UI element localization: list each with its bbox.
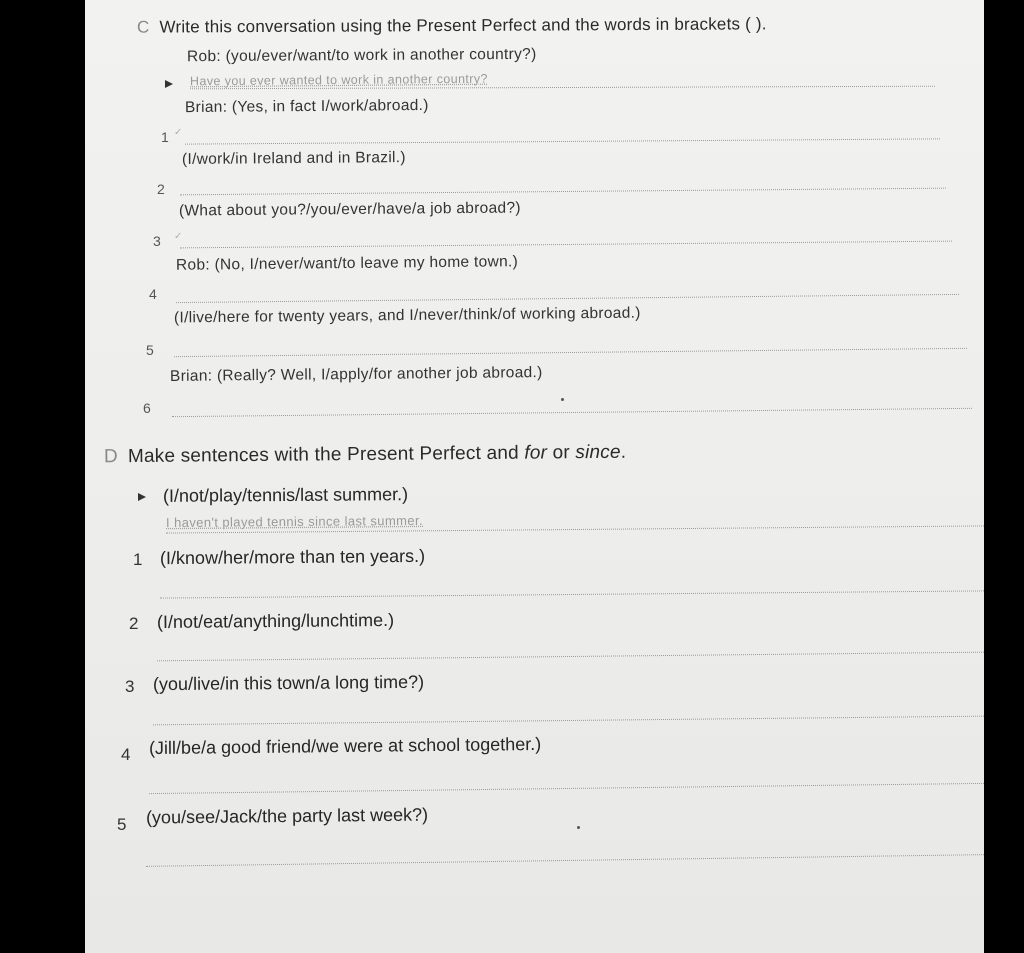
section-d-item-3-answer-line[interactable] bbox=[153, 716, 984, 726]
section-c-item-4-number: 4 bbox=[149, 286, 157, 302]
section-c-item-5-cue: (I/live/here for twenty years, and I/never/think/of working abroad.) bbox=[173, 304, 641, 327]
section-d-item-4-number: 4 bbox=[121, 745, 131, 764]
section-d-item-4-answer-line[interactable] bbox=[149, 783, 984, 794]
section-d-item-5-number: 5 bbox=[117, 815, 127, 834]
section-d-item-2-answer-line[interactable] bbox=[157, 652, 984, 662]
section-d-item-3-cue: (you/live/in this town/a long time?) bbox=[152, 671, 425, 695]
section-c-heading bbox=[137, 14, 767, 37]
section-c-item-5-number: 5 bbox=[146, 342, 154, 358]
section-d-heading bbox=[104, 442, 626, 469]
section-c-item-6-number: 6 bbox=[143, 400, 151, 416]
section-c-instruction: Write this conversation using the Present Perfect and the words in brackets ( ). bbox=[159, 14, 767, 37]
section-c-item-6-answer-line[interactable] bbox=[172, 408, 972, 417]
section-c-item-4-cue: Rob: (No, I/never/want/to leave my home town.) bbox=[175, 253, 519, 274]
section-c-example-cue: Rob: (you/ever/want/to work in another country?) bbox=[186, 45, 537, 66]
section-d-instruction-since: since bbox=[575, 441, 621, 464]
section-d-item-1-answer-line[interactable] bbox=[160, 590, 984, 598]
section-c-item-3-cue: (What about you?/you/ever/have/a job abroad?) bbox=[178, 199, 521, 220]
section-c-item-1-cue: Brian: (Yes, in fact I/work/abroad.) bbox=[184, 96, 429, 117]
check-mark-icon: ✓ bbox=[174, 231, 183, 242]
section-c-item-2-cue: (I/work/in Ireland and in Brazil.) bbox=[181, 149, 406, 168]
pen-dot bbox=[561, 398, 564, 401]
check-mark-icon: ✓ bbox=[174, 127, 183, 138]
section-d-item-3-number: 3 bbox=[125, 677, 135, 696]
section-d-item-1-cue: (I/know/her/more than ten years.) bbox=[159, 545, 426, 569]
section-d-instruction-for: for bbox=[524, 442, 548, 464]
section-c-item-3-answer-line[interactable] bbox=[180, 241, 952, 249]
section-c-example-answer: Have you ever wanted to work in another country? bbox=[189, 71, 488, 89]
section-d-instruction-end: . bbox=[620, 441, 627, 463]
section-c-item-2-number: 2 bbox=[157, 181, 165, 197]
section-d-example-cue: (I/not/play/tennis/last summer.) bbox=[162, 484, 409, 506]
section-d-letter: D bbox=[103, 446, 119, 468]
example-arrow-icon bbox=[165, 80, 173, 88]
section-d-instruction-or: or bbox=[547, 442, 576, 464]
section-c-item-2-answer-line[interactable] bbox=[180, 188, 946, 196]
section-c-item-3-number: 3 bbox=[153, 233, 161, 249]
section-c-item-6-cue: Brian: (Really? Well, I/apply/for another job abroad.) bbox=[169, 364, 543, 385]
section-d-item-1-number: 1 bbox=[133, 550, 143, 569]
section-c-item-4-answer-line[interactable] bbox=[176, 294, 959, 303]
example-arrow-icon bbox=[138, 493, 146, 501]
section-d-example-answer: I haven't played tennis since last summer. bbox=[165, 512, 424, 531]
section-d-instruction-start: Make sentences with the Present Perfect and bbox=[127, 442, 525, 468]
section-d-item-2-cue: (I/not/eat/anything/lunchtime.) bbox=[156, 609, 395, 633]
section-d-item-2-number: 2 bbox=[129, 614, 139, 633]
section-d-item-5-cue: (you/see/Jack/the party last week?) bbox=[145, 804, 429, 828]
section-c-item-1-answer-line[interactable] bbox=[185, 138, 940, 144]
section-c-item-5-answer-line[interactable] bbox=[174, 348, 967, 357]
pen-dot bbox=[577, 826, 580, 829]
section-d-item-5-answer-line[interactable] bbox=[146, 854, 984, 867]
section-c-letter: C bbox=[136, 17, 150, 37]
section-c-item-1-number: 1 bbox=[161, 129, 169, 145]
section-d-item-4-cue: (Jill/be/a good friend/we were at school together.) bbox=[148, 733, 542, 759]
